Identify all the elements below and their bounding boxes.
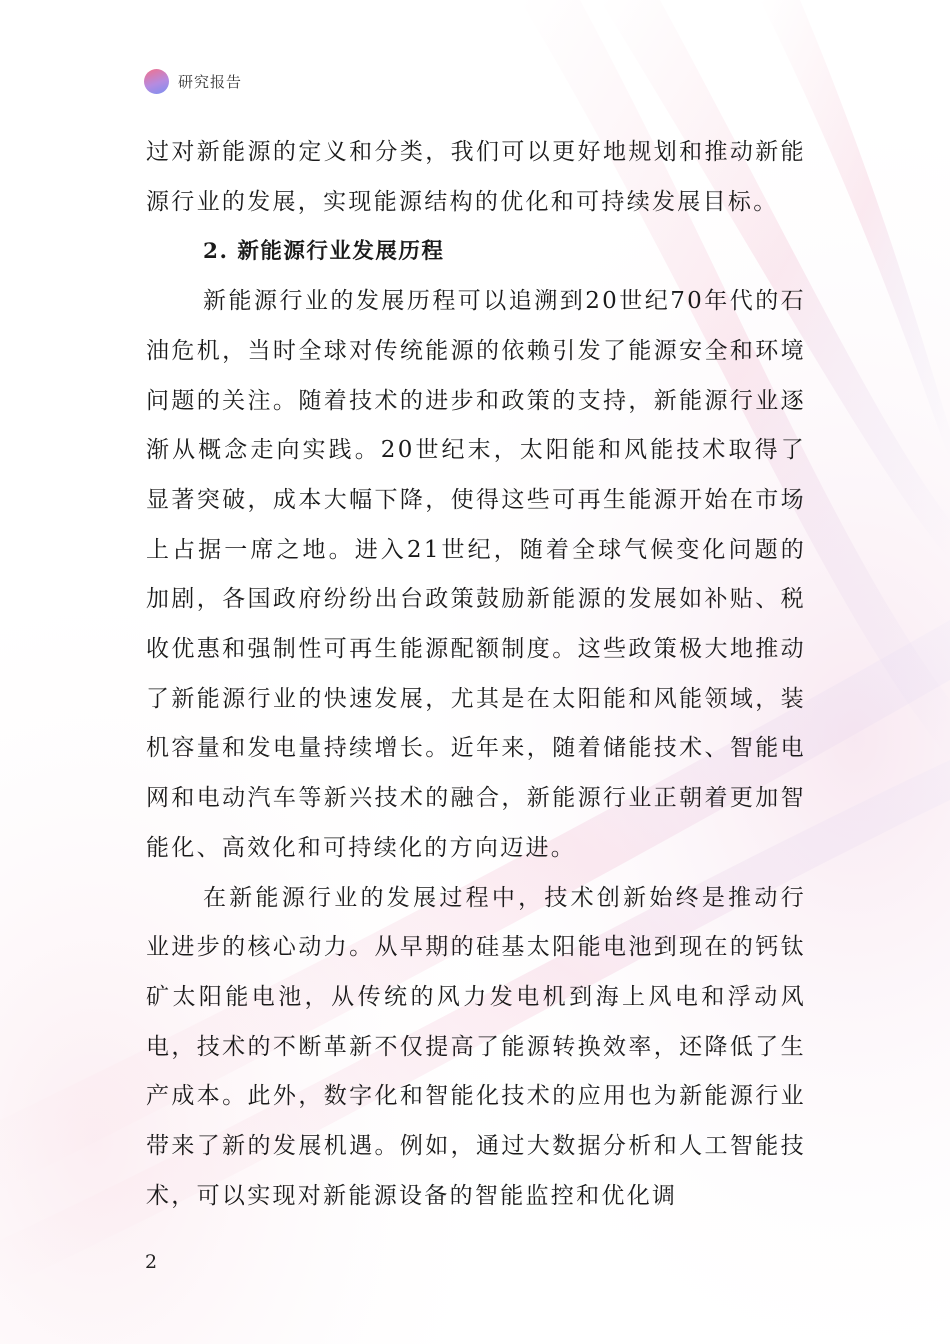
paragraph-innovation: 在新能源行业的发展过程中，技术创新始终是推动行业进步的核心动力。从早期的硅基太阳能电池到现在的钙钛矿太阳能电池，从传统的风力发电机到海上风电和浮动风电，技术的不断革新不仅提高了能源转换效率，还降低了生产成本。此外，数字化和智能化技术的应用也为新能源行业带来了新的发展机遇。例如，通过大数据分析和人工智能技术，可以实现对新能源设备的智能监控和优化调 <box>146 884 806 1209</box>
report-header <box>144 66 242 96</box>
logo-circle-icon <box>144 69 169 94</box>
document-body <box>146 128 806 1221</box>
paragraph-continued: 过对新能源的定义和分类，我们可以更好地规划和推动新能源行业的发展，实现能源结构的优化和可持续发展目标。 <box>146 139 806 215</box>
section-heading: 2. 新能源行业发展历程 <box>203 239 445 265</box>
header-title: 研究报告 <box>178 72 243 91</box>
paragraph-history: 新能源行业的发展历程可以追溯到20世纪70年代的石油危机，当时全球对传统能源的依赖引发了能源安全和环境问题的关注。随着技术的进步和政策的支持，新能源行业逐渐从概念走向实践。20世纪末，太阳能和风能技术取得了显著突破，成本大幅下降，使得这些可再生能源开始在市场上占据一席之地。进入21世纪，随着全球气候变化问题的加剧，各国政府纷纷出台政策鼓励新能源的发展如补贴、税收优惠和强制性可再生能源配额制度。这些政策极大地推动了新能源行业的快速发展，尤其是在太阳能和风能领域，装机容量和发电量持续增长。近年来，随着储能技术、智能电网和电动汽车等新兴技术的融合，新能源行业正朝着更加智能化、高效化和可持续化的方向迈进。 <box>146 288 806 861</box>
page-number: 2 <box>145 1251 158 1273</box>
